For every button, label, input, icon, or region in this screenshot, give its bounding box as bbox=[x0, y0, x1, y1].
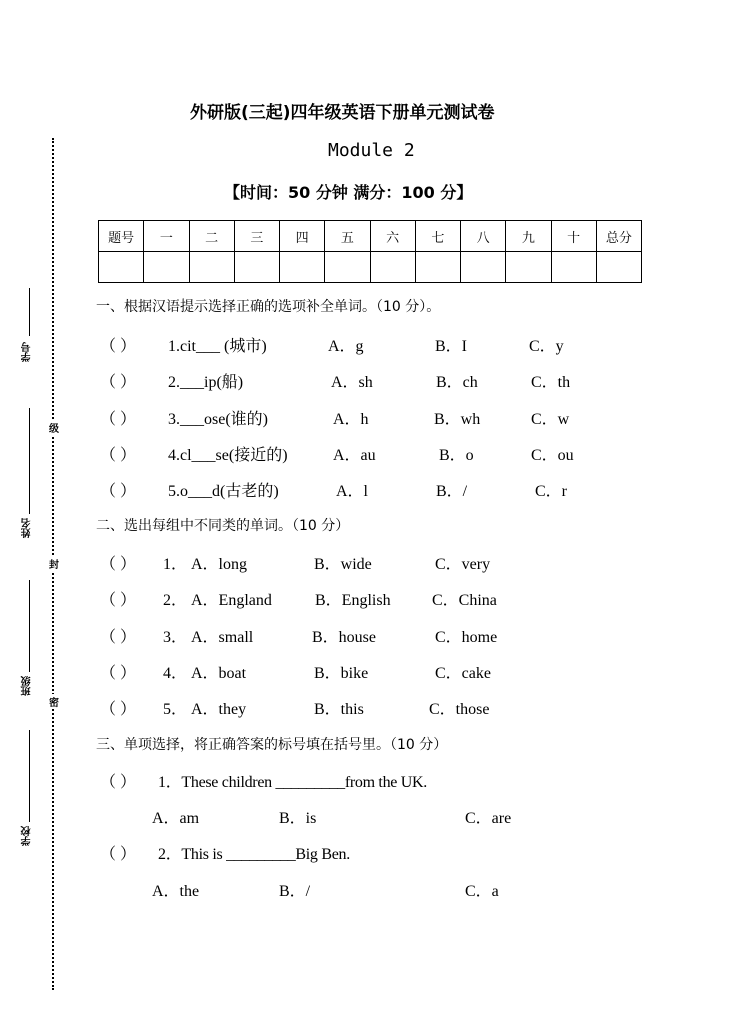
score-input-cell[interactable] bbox=[551, 252, 596, 283]
score-header-cell: 十 bbox=[551, 221, 596, 252]
option-b: B．ch bbox=[436, 374, 478, 391]
option-b: B．this bbox=[314, 701, 364, 718]
score-input-cell[interactable] bbox=[189, 252, 234, 283]
option-a: A．h bbox=[333, 411, 369, 428]
option-c: C．home bbox=[435, 629, 498, 646]
score-input-cell[interactable] bbox=[280, 252, 325, 283]
answer-paren[interactable]: （ ） bbox=[100, 338, 137, 355]
question-stem: 2．This is _________Big Ben. bbox=[158, 846, 350, 863]
option-c: C．r bbox=[535, 483, 568, 500]
option-b: B．/ bbox=[436, 483, 468, 500]
question-stem: 2.___ip(船) bbox=[168, 374, 244, 391]
answer-paren[interactable]: （ ） bbox=[100, 592, 137, 609]
score-table-header-row bbox=[99, 221, 642, 252]
question-stem: 3.___ose(谁的) bbox=[168, 411, 268, 428]
option-a: A．boat bbox=[191, 665, 247, 682]
section1-question bbox=[0, 406, 741, 428]
label-student-id: 学号 bbox=[22, 342, 33, 362]
option-c: C．those bbox=[429, 701, 490, 718]
score-header-cell: 题号 bbox=[99, 221, 144, 252]
score-input-cell[interactable] bbox=[506, 252, 551, 283]
option-b: B．English bbox=[315, 592, 391, 609]
score-header-cell: 二 bbox=[189, 221, 234, 252]
section2-question bbox=[0, 696, 741, 718]
score-input-cell[interactable] bbox=[234, 252, 279, 283]
answer-paren[interactable]: （ ） bbox=[100, 774, 137, 791]
section3-question bbox=[0, 841, 741, 863]
page-title: 外研版(三起)四年级英语下册单元测试卷 bbox=[190, 103, 495, 123]
section2-heading: 二、选出每组中不同类的单词。（10 分） bbox=[96, 518, 350, 534]
option-a: A．l bbox=[336, 483, 369, 500]
section1-question bbox=[0, 333, 741, 355]
option-b: B．wh bbox=[434, 411, 481, 428]
score-header-cell: 六 bbox=[370, 221, 415, 252]
label-name: 姓名 bbox=[22, 518, 33, 538]
section2-question bbox=[0, 660, 741, 682]
section1-question bbox=[0, 442, 741, 464]
score-header-cell: 一 bbox=[144, 221, 189, 252]
answer-paren[interactable]: （ ） bbox=[100, 629, 137, 646]
score-table-blank-row bbox=[99, 252, 642, 283]
option-c: C．very bbox=[435, 556, 491, 573]
score-header-cell: 五 bbox=[325, 221, 370, 252]
answer-paren[interactable]: （ ） bbox=[100, 483, 137, 500]
option-a: A．the bbox=[152, 883, 200, 900]
option-a: A．they bbox=[191, 701, 247, 718]
score-input-cell[interactable] bbox=[370, 252, 415, 283]
question-number: 5． bbox=[163, 701, 188, 718]
module-title: Module 2 bbox=[328, 140, 415, 161]
score-header-cell: 八 bbox=[461, 221, 506, 252]
section3-question bbox=[0, 769, 741, 791]
section2-question bbox=[0, 551, 741, 573]
section2-question bbox=[0, 624, 741, 646]
score-header-cell: 九 bbox=[506, 221, 551, 252]
section3-heading: 三、单项选择，将正确答案的标号填在括号里。（10 分） bbox=[96, 737, 448, 753]
answer-paren[interactable]: （ ） bbox=[100, 556, 137, 573]
question-stem: 5.o___d(古老的) bbox=[168, 483, 279, 500]
section3-options bbox=[0, 878, 741, 900]
option-b: B．/ bbox=[279, 883, 311, 900]
section1-question bbox=[0, 369, 741, 391]
question-number: 3． bbox=[163, 629, 188, 646]
option-c: C．are bbox=[465, 810, 512, 827]
seal-char-ji: 级 bbox=[49, 420, 59, 435]
answer-paren[interactable]: （ ） bbox=[100, 447, 137, 464]
option-b: B．bike bbox=[314, 665, 369, 682]
question-number: 1． bbox=[163, 556, 188, 573]
question-stem: 1．These children _________from the UK. bbox=[158, 774, 427, 791]
answer-paren[interactable]: （ ） bbox=[100, 665, 137, 682]
option-c: C．w bbox=[531, 411, 570, 428]
option-b: B．o bbox=[439, 447, 474, 464]
option-a: A．small bbox=[191, 629, 254, 646]
question-stem: 4.cl___se(接近的) bbox=[168, 447, 288, 464]
question-number: 2． bbox=[163, 592, 188, 609]
option-c: C．a bbox=[465, 883, 499, 900]
section1-question bbox=[0, 478, 741, 500]
time-score-info: 【时间：50 分钟 满分：100 分】 bbox=[224, 183, 473, 202]
score-input-cell[interactable] bbox=[144, 252, 189, 283]
question-stem: 1.cit___ (城市) bbox=[168, 338, 267, 355]
answer-paren[interactable]: （ ） bbox=[100, 701, 137, 718]
option-a: A．England bbox=[191, 592, 272, 609]
answer-paren[interactable]: （ ） bbox=[100, 846, 137, 863]
question-number: 4． bbox=[163, 665, 188, 682]
score-input-cell[interactable] bbox=[596, 252, 641, 283]
option-c: C．ou bbox=[531, 447, 574, 464]
score-input-cell[interactable] bbox=[325, 252, 370, 283]
option-b: B．wide bbox=[314, 556, 372, 573]
option-a: A．sh bbox=[331, 374, 373, 391]
section1-heading: 一、根据汉语提示选择正确的选项补全单词。（10 分）。 bbox=[96, 299, 441, 315]
option-a: A．g bbox=[328, 338, 364, 355]
seal-char-feng: 封 bbox=[49, 556, 59, 571]
option-c: C．y bbox=[529, 338, 564, 355]
score-header-cell: 总分 bbox=[596, 221, 641, 252]
seal-char-mi: 密 bbox=[49, 694, 59, 709]
label-school: 学校 bbox=[22, 826, 33, 846]
score-input-cell[interactable] bbox=[415, 252, 460, 283]
answer-paren[interactable]: （ ） bbox=[100, 411, 137, 428]
section2-question bbox=[0, 587, 741, 609]
option-a: A．am bbox=[152, 810, 200, 827]
option-b: B．house bbox=[312, 629, 377, 646]
option-a: A．long bbox=[191, 556, 248, 573]
score-header-cell: 四 bbox=[280, 221, 325, 252]
option-c: C．cake bbox=[435, 665, 491, 682]
score-input-cell[interactable] bbox=[99, 252, 144, 283]
score-table bbox=[98, 220, 642, 283]
answer-paren[interactable]: （ ） bbox=[100, 374, 137, 391]
score-input-cell[interactable] bbox=[461, 252, 506, 283]
student-id-line bbox=[29, 288, 30, 336]
option-b: B．I bbox=[435, 338, 468, 355]
section3-options bbox=[0, 805, 741, 827]
score-header-cell: 三 bbox=[234, 221, 279, 252]
option-a: A．au bbox=[333, 447, 376, 464]
label-class: 班级 bbox=[22, 676, 33, 696]
option-c: C．th bbox=[531, 374, 571, 391]
option-c: C．China bbox=[432, 592, 497, 609]
score-header-cell: 七 bbox=[415, 221, 460, 252]
option-b: B．is bbox=[279, 810, 317, 827]
